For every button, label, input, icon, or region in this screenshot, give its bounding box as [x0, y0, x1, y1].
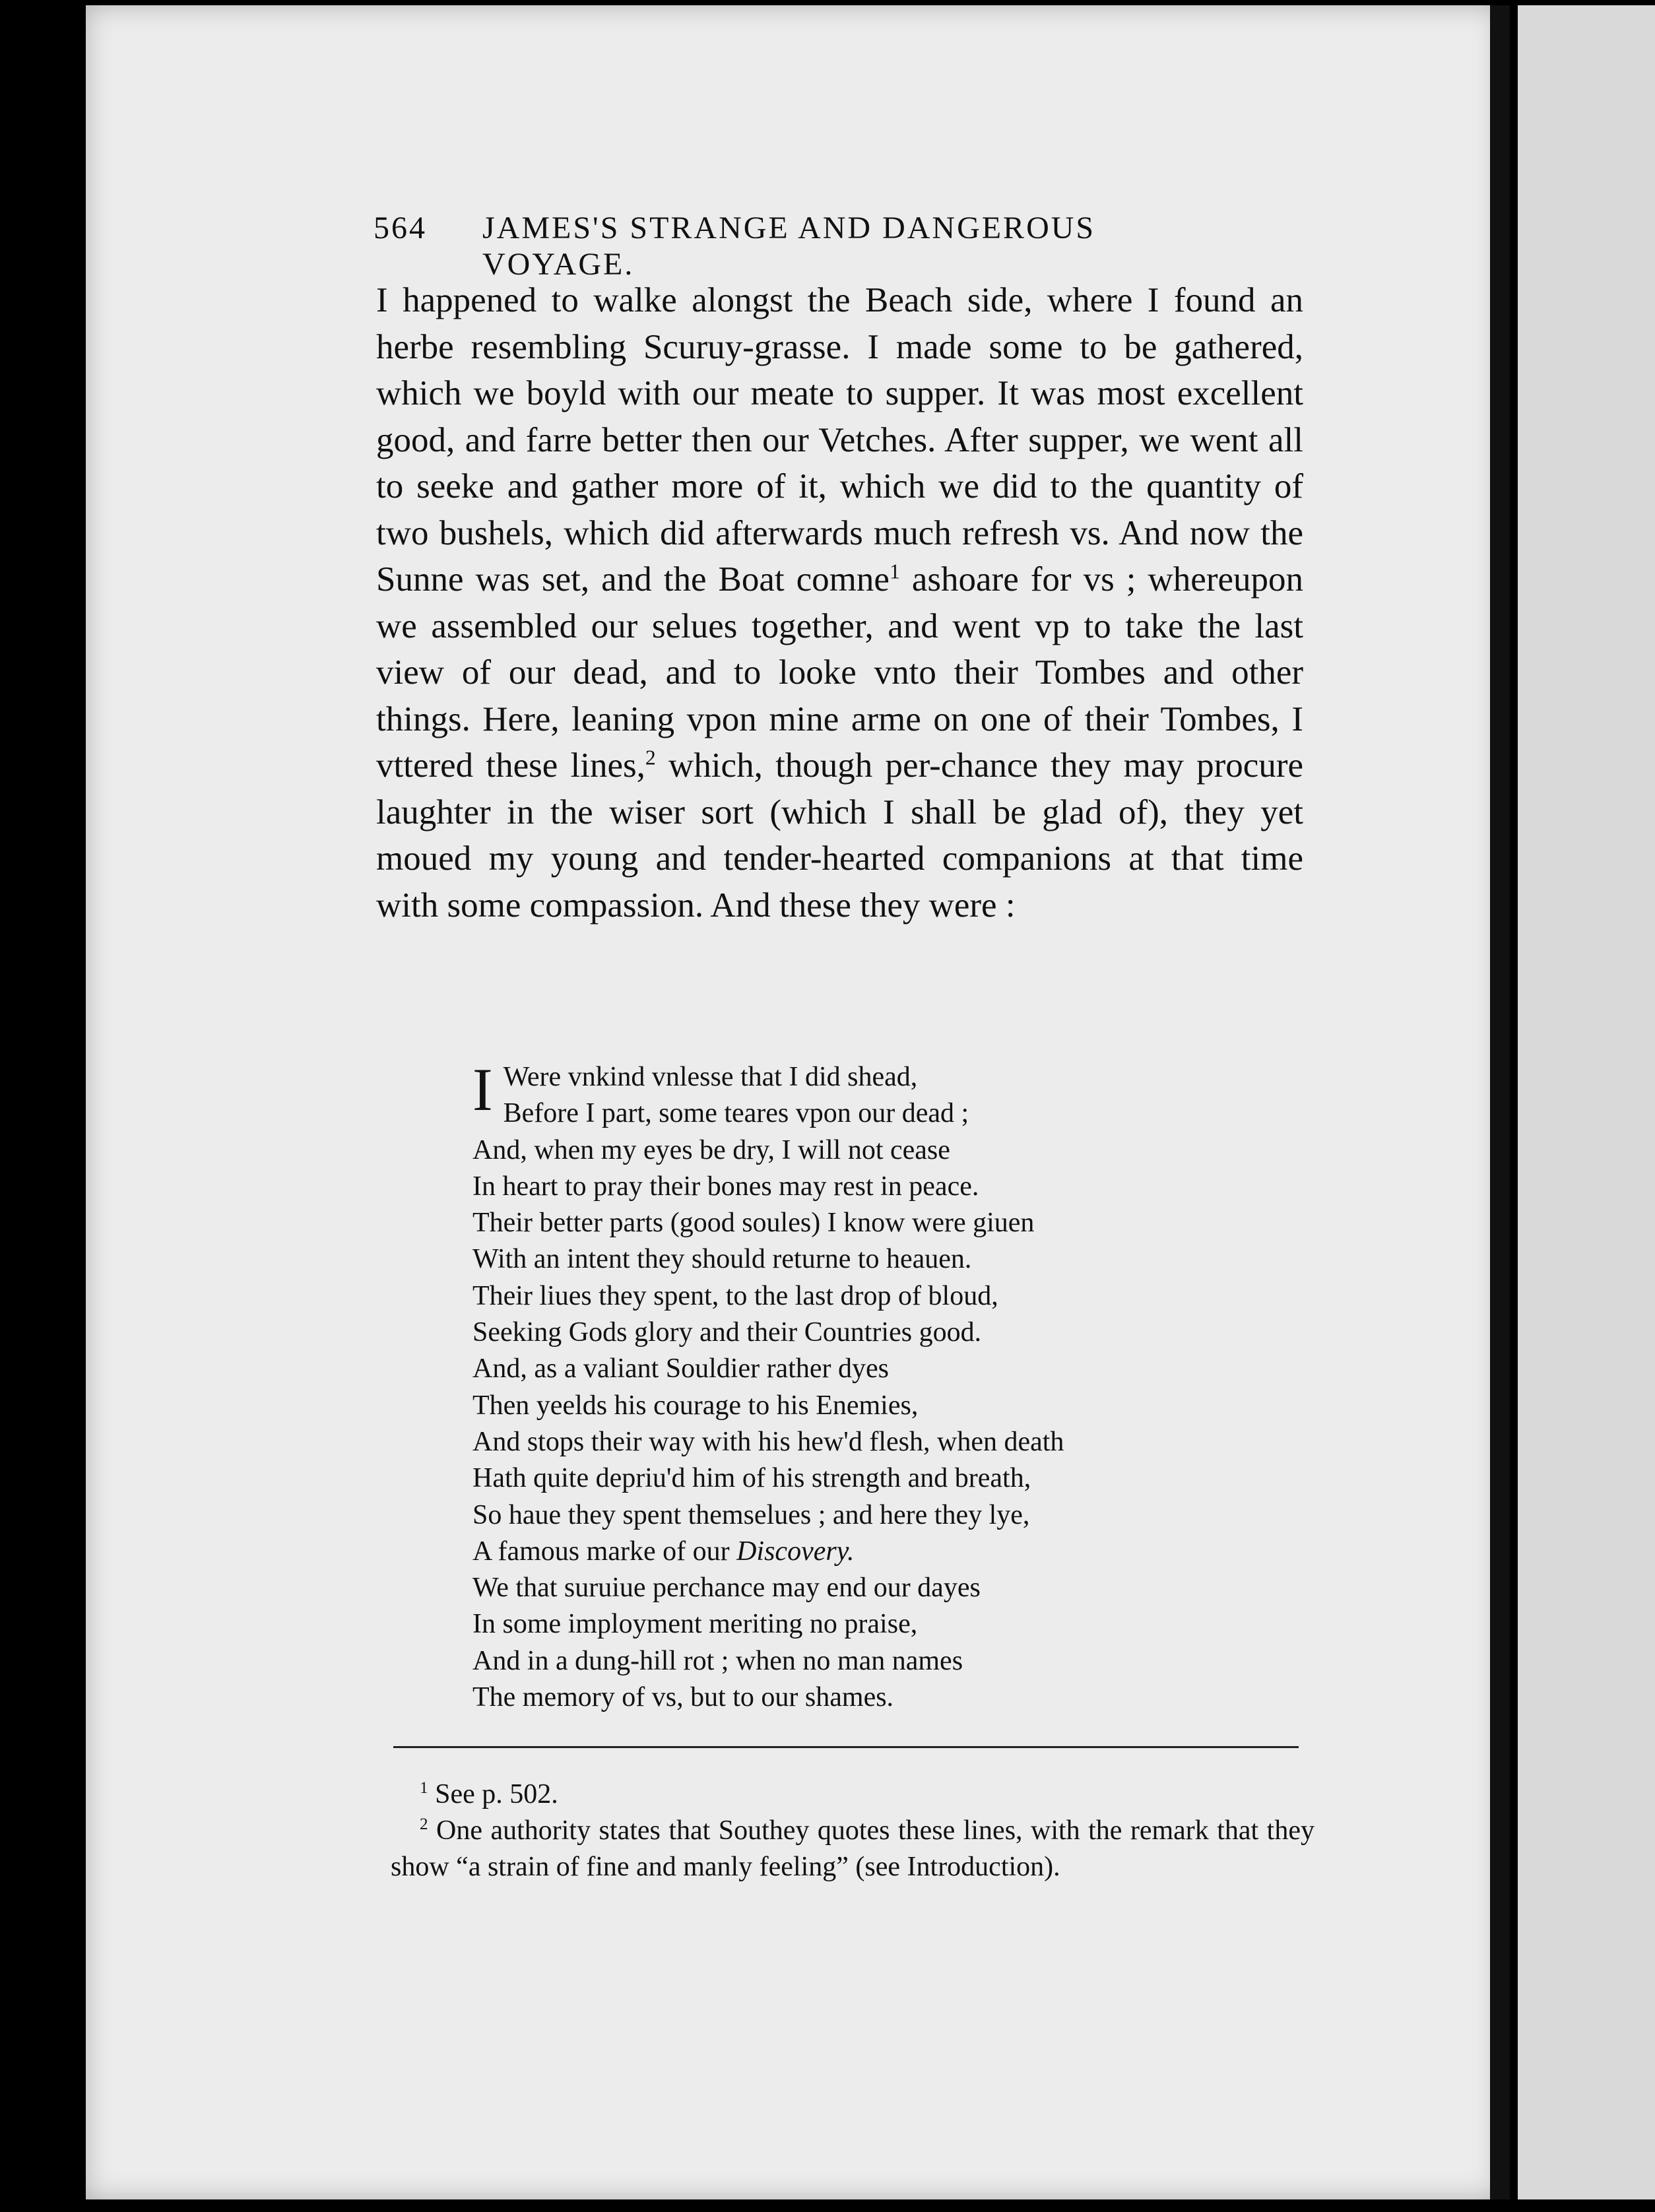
poem-line: In heart to pray their bones may rest in peace. [472, 1171, 979, 1202]
body-text-part-c: which, though per-chance they may procure laughter in the wiser sort (which I shall be glad of), they yet moued my young and tender-hearted companions at that time with some compassion. And these they were : [376, 746, 1304, 925]
poem-line: And in a dung-hill rot ; when no man names [472, 1645, 963, 1676]
poem-line: Their better parts (good soules) I know were giuen [472, 1208, 1035, 1239]
footnote-mark: 1 [420, 1779, 428, 1797]
footnote-ref-1: 1 [889, 560, 900, 583]
poem-line: In some imployment meriting no praise, [472, 1609, 918, 1640]
page-number: 564 [373, 211, 427, 245]
footnote-text: One authority states that Southey quotes these lines, with the remark that they show “a strain of fine and manly feeling” (see Introduction). [391, 1815, 1314, 1882]
poem-drop-cap: I [472, 1056, 493, 1123]
footnote-text: See p. 502. [428, 1779, 558, 1809]
body-paragraph [376, 277, 1303, 928]
poem-line: The memory of vs, but to our shames. [472, 1682, 894, 1713]
footnote-2 [391, 1813, 1314, 1885]
poem-line: Then yeelds his courage to his Enemies, [472, 1390, 919, 1421]
poem-line: With an intent they should returne to heauen. [472, 1244, 972, 1275]
poem-line: Were vnkind vnlesse that I did shead, [503, 1062, 918, 1092]
poem-line [472, 1534, 1198, 1570]
poem-line: We that suruiue perchance may end our dayes [472, 1573, 981, 1604]
running-head: JAMES'S STRANGE AND DANGEROUS VOYAGE. [482, 211, 1096, 282]
poem-line: And, when my eyes be dry, I will not cease [472, 1134, 950, 1165]
poem-line-text: A famous marke of our [472, 1536, 737, 1567]
footnote-ref-2: 2 [645, 746, 656, 769]
facing-page-edge [1518, 5, 1655, 2199]
footnote-1 [391, 1776, 1314, 1813]
poem-line: So haue they spent themselues ; and here they lye, [472, 1499, 1030, 1530]
footnote-mark: 2 [420, 1815, 428, 1833]
poem [472, 1056, 1198, 1716]
poem-line: Their liues they spent, to the last drop of bloud, [472, 1280, 998, 1311]
footnotes [391, 1776, 1314, 1885]
poem-italic-word: Discovery. [736, 1536, 855, 1567]
body-text-part-b: ashoare for vs ; whereupon we assembled our selues together, and went vp to take the last view of our dead, and to looke vnto their Tombes and other things. Here, leaning vpon mine arme on one of their Tombes, I vttered these lines, [376, 560, 1304, 785]
footnote-rule [393, 1746, 1299, 1748]
poem-line: And, as a valiant Souldier rather dyes [472, 1353, 889, 1384]
poem-line: Before I part, some teares vpon our dead ; [503, 1098, 969, 1129]
poem-line: And stops their way with his hew'd flesh, when death [472, 1426, 1064, 1457]
poem-line: Hath quite depriu'd him of his strength and breath, [472, 1463, 1031, 1494]
page-gutter [1490, 5, 1510, 2199]
poem-line: Seeking Gods glory and their Countries good. [472, 1317, 982, 1348]
body-text-part-a: I happened to walke alongst the Beach side, where I found an herbe resembling Scuruy-grasse. I made some to be gathered, which we boyld with our meate to supper. It was most excellent good, and farre better then our Vetches. After supper, we went all to seeke and gather more of it, which we did to the quantity of two bushels, which did afterwards much refresh vs. And now the Sunne was set, and the Boat comne [376, 281, 1303, 599]
body-text [376, 277, 1303, 928]
